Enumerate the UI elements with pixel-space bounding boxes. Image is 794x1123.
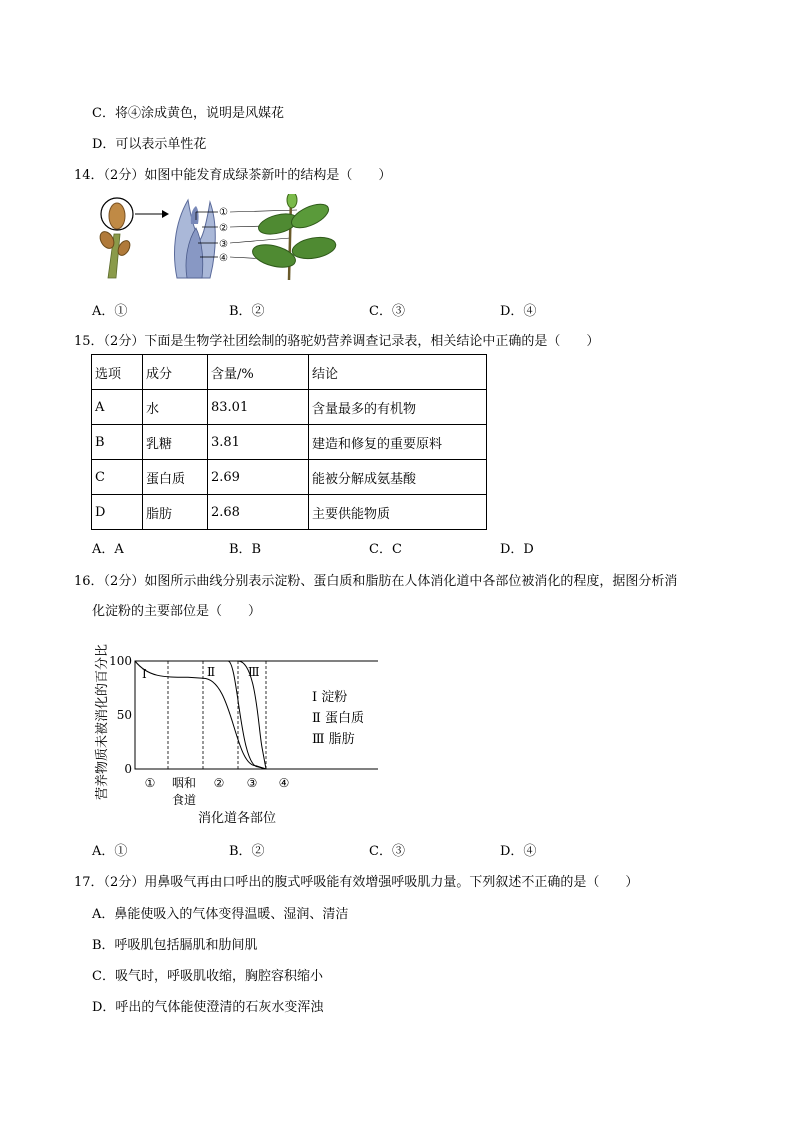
table-cell: 建造和修复的重要原料 <box>309 425 487 460</box>
table-cell: 2.69 <box>208 460 309 495</box>
table-cell: 3.81 <box>208 425 309 460</box>
table-cell: B <box>92 425 143 460</box>
table-row <box>92 495 487 530</box>
q14-figure <box>92 194 342 284</box>
q15-option-b: B．B <box>229 542 262 557</box>
table-cell: 脂肪 <box>143 495 208 530</box>
fig-label-4: ④ <box>219 253 228 264</box>
fig-label-1: ① <box>219 207 228 218</box>
table-cell: 水 <box>143 390 208 425</box>
q13-option-d: D．可以表示单性花 <box>92 137 207 152</box>
table-cell: 能被分解成氨基酸 <box>309 460 487 495</box>
table-row <box>92 425 487 460</box>
legend-item-fat: Ⅲ 脂肪 <box>312 732 355 747</box>
q17-option-a: A．鼻能使吸入的气体变得温暖、湿润、清洁 <box>92 907 349 922</box>
table-header: 结论 <box>309 355 487 390</box>
table-header: 选项 <box>92 355 143 390</box>
x-axis-label: ④ <box>278 776 290 790</box>
q17-stem: 17．（2分）用鼻吸气再由口呼出的腹式呼吸能有效增强呼吸肌力量。下列叙述不正确的是（ ） <box>74 875 639 890</box>
q16-option-b: B．② <box>229 844 265 859</box>
q15-option-d: D．D <box>500 542 534 557</box>
table-row <box>92 390 487 425</box>
nutrition-table <box>91 354 487 530</box>
q17-option-d: D．呼出的气体能使澄清的石灰水变浑浊 <box>92 1000 324 1015</box>
q14-option-c: C．③ <box>369 304 405 319</box>
q15-stem: 15．（2分）下面是生物学社团绘制的骆驼奶营养调查记录表，相关结论中正确的是（ ） <box>74 334 600 349</box>
table-row <box>92 460 487 495</box>
q16-option-c: C．③ <box>369 844 405 859</box>
table-cell: A <box>92 390 143 425</box>
y-tick-label: 0 <box>124 762 132 776</box>
q14-stem: 14．（2分）如图中能发育成绿茶新叶的结构是（ ） <box>74 168 392 183</box>
section-label-1: Ⅰ <box>142 667 147 681</box>
q16-stem-line2: 化淀粉的主要部位是（ ） <box>92 604 262 619</box>
table-header: 成分 <box>143 355 208 390</box>
digestion-chart <box>88 628 378 830</box>
table-cell: 含量最多的有机物 <box>309 390 487 425</box>
q15-option-c: C．C <box>369 542 402 557</box>
chart-ylabel: 营养物质未被消化的百分比 <box>95 643 110 800</box>
section-label-2: Ⅱ <box>207 665 216 679</box>
y-tick-label: 50 <box>116 708 132 722</box>
x-axis-label: ① <box>144 776 156 790</box>
chart-xlabel: 消化道各部位 <box>198 811 277 826</box>
q16-stem-line1: 16．（2分）如图所示曲线分别表示淀粉、蛋白质和脂肪在人体消化道中各部位被消化的程度，据图分析消 <box>74 574 678 589</box>
table-cell: D <box>92 495 143 530</box>
x-axis-label: 食道 <box>171 793 197 807</box>
table-cell: 乳糖 <box>143 425 208 460</box>
y-tick-label: 100 <box>109 654 132 668</box>
x-axis-label: ② <box>213 776 225 790</box>
q16-option-d: D．④ <box>500 844 537 859</box>
q17-option-c: C．吸气时，呼吸肌收缩，胸腔容积缩小 <box>92 969 323 984</box>
table-cell: 主要供能物质 <box>309 495 487 530</box>
x-axis-label: ③ <box>246 776 258 790</box>
starch-curve <box>135 661 266 769</box>
q15-option-a: A．A <box>92 542 124 557</box>
section-label-3: Ⅲ <box>248 665 260 679</box>
q14-option-d: D．④ <box>500 304 537 319</box>
q13-option-c: C．将④涂成黄色，说明是风媒花 <box>92 106 284 121</box>
fig-label-3: ③ <box>219 239 228 250</box>
q14-option-b: B．② <box>229 304 265 319</box>
fig-label-2: ② <box>219 223 228 234</box>
table-cell: C <box>92 460 143 495</box>
legend-item-protein: Ⅱ 蛋白质 <box>312 711 364 726</box>
q14-option-a: A．① <box>92 304 128 319</box>
tea-bud-twig-image <box>97 198 133 278</box>
q16-option-a: A．① <box>92 844 128 859</box>
table-cell: 蛋白质 <box>143 460 208 495</box>
legend-item-starch: Ⅰ 淀粉 <box>312 690 348 705</box>
table-header-row <box>92 355 487 390</box>
table-header: 含量/% <box>208 355 309 390</box>
q17-option-b: B．呼吸肌包括膈肌和肋间肌 <box>92 938 258 953</box>
arrow-head-icon <box>162 210 169 218</box>
x-axis-label: 咽和 <box>171 776 197 790</box>
tea-branch-image <box>250 194 337 280</box>
table-cell: 2.68 <box>208 495 309 530</box>
table-cell: 83.01 <box>208 390 309 425</box>
